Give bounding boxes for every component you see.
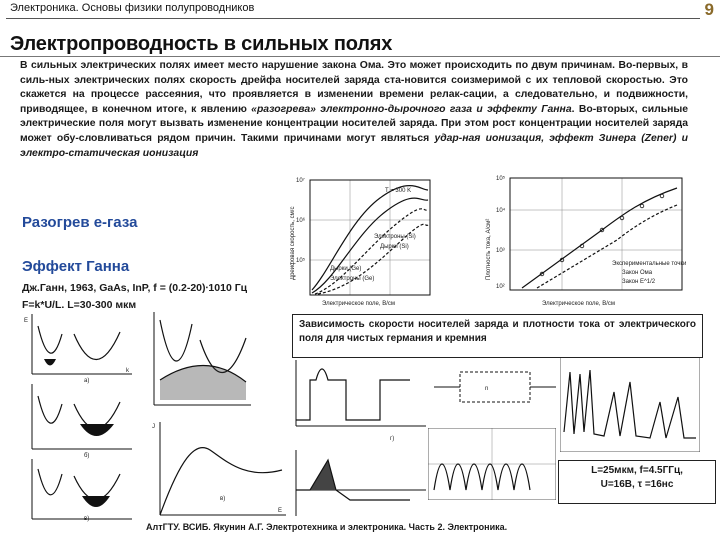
right-plot-legend-power: Закон E^1/2 <box>622 279 656 285</box>
body-text-part1: В сильных электрических полях имеет место нарушение закона Ома. Это может происходить по двум причинам. Во-первых, в силь-ных электрических полях скорость дрейфа носителей заряда ста-новится соизмеримой с их тепловой скоростью. Это скажется на процессе рассеяния, что проявляется в изменении времени релак-сации, а следовательно, и подвижности, приводящее, в конечном итоге, к явлению <box>20 60 688 115</box>
svg-text:n: n <box>485 386 489 392</box>
left-plot-legend-electrons-ge: Электроны (Ge) <box>330 276 375 282</box>
title-divider <box>0 56 720 57</box>
gunn-params-line2: U=16B, τ =16нс <box>600 479 674 490</box>
current-density-plot <box>482 170 700 310</box>
iv-label-g: г) <box>390 436 395 442</box>
page-number: 9 <box>704 0 714 19</box>
oscillation-trace <box>428 428 556 500</box>
oscillogram <box>560 352 700 452</box>
band-label-a: а) <box>84 378 90 384</box>
page-title: Электропроводность в сильных полях <box>10 33 393 55</box>
left-plot-legend-electrons-si: Электроны (Si) <box>374 234 416 240</box>
left-plot-temperature: T = 300 K <box>385 188 412 194</box>
iv-characteristic <box>150 420 290 520</box>
band-diagrams <box>24 314 136 522</box>
left-plot-tick-1e5: 10⁵ <box>296 258 306 264</box>
iv-label-j: J <box>152 424 155 430</box>
iv-label-c: в) <box>220 496 226 502</box>
right-plot-tick-1e3: 10³ <box>496 248 505 254</box>
footer: АлтГТУ. ВСИБ. Якунин А.Г. Электротехника и электроника. Часть 2. Электроника. <box>146 522 508 532</box>
left-plot-legend-holes-si: Дырки (Si) <box>380 244 409 250</box>
band-label-b: б) <box>84 453 90 459</box>
right-plot-legend-experiment: Экспериментальные точки <box>612 261 687 267</box>
body-text-part2: . Во-вторых, сильные электрические поля могут вызвать изменение концентрации носителей заряда. При этом рост концентрации носителей заряда может обу-словливаться рядом причин. Такими причинами могут являться <box>20 103 689 144</box>
gunn-params-line1: L=25мкм, f=4.5ГГц, <box>591 465 683 476</box>
section-gunn-effect: Эффект Ганна <box>22 258 130 275</box>
body-text <box>20 59 688 161</box>
band-sketch <box>146 310 256 410</box>
left-plot-legend-holes-ge: Дырки (Ge) <box>330 266 362 272</box>
body-text-italic1: «разогрева» электронно-дырочного газа и эффекту Ганна <box>251 103 572 115</box>
drift-velocity-plot <box>290 170 438 310</box>
right-plot-tick-1e5: 10⁵ <box>496 176 506 182</box>
gunn-parameters <box>558 460 716 504</box>
right-plot-ylabel: Плотность тока, А/см² <box>486 218 492 280</box>
gunn-circuit <box>430 352 560 422</box>
gunn-history: Дж.Ганн, 1963, GaAs, InP, f = (0.2-20)∙1010 Гц <box>22 282 248 294</box>
figure-caption: Зависимость скорости носителей заряда и плотности тока от электрического поля для чистых германия и кремния <box>292 314 703 358</box>
section-hot-electrons: Разогрев е-газа <box>22 214 138 231</box>
header-divider <box>6 18 700 19</box>
band-label-k: k <box>126 368 129 374</box>
gunn-formula: F=k*U/L. L=30-300 мкм <box>22 299 137 311</box>
right-plot-tick-1e2: 10² <box>496 284 505 290</box>
left-plot-xlabel: Электрическое поле, В/см <box>322 301 395 307</box>
left-plot-tick-1e7: 10⁷ <box>296 178 305 184</box>
right-plot-xlabel: Электрическое поле, В/см <box>542 301 615 307</box>
left-plot-ylabel: Дрейфовая скорость, см/с <box>290 206 296 280</box>
right-plot-tick-1e4: 10⁴ <box>496 208 506 214</box>
iv-label-e: E <box>278 508 283 514</box>
right-plot-legend-ohm: Закон Ома <box>622 270 653 276</box>
left-plot-tick-1e6: 10⁶ <box>296 218 306 224</box>
band-label-c: в) <box>84 516 90 522</box>
band-label-e: E <box>24 318 29 324</box>
body-text-italic2: удар-ная ионизация, эффект Зинера (Zener) и электро-статическая ионизация <box>20 132 688 159</box>
gunn-waveform <box>290 350 430 520</box>
header-subject: Электроника. Основы физики полупроводников <box>10 2 255 14</box>
